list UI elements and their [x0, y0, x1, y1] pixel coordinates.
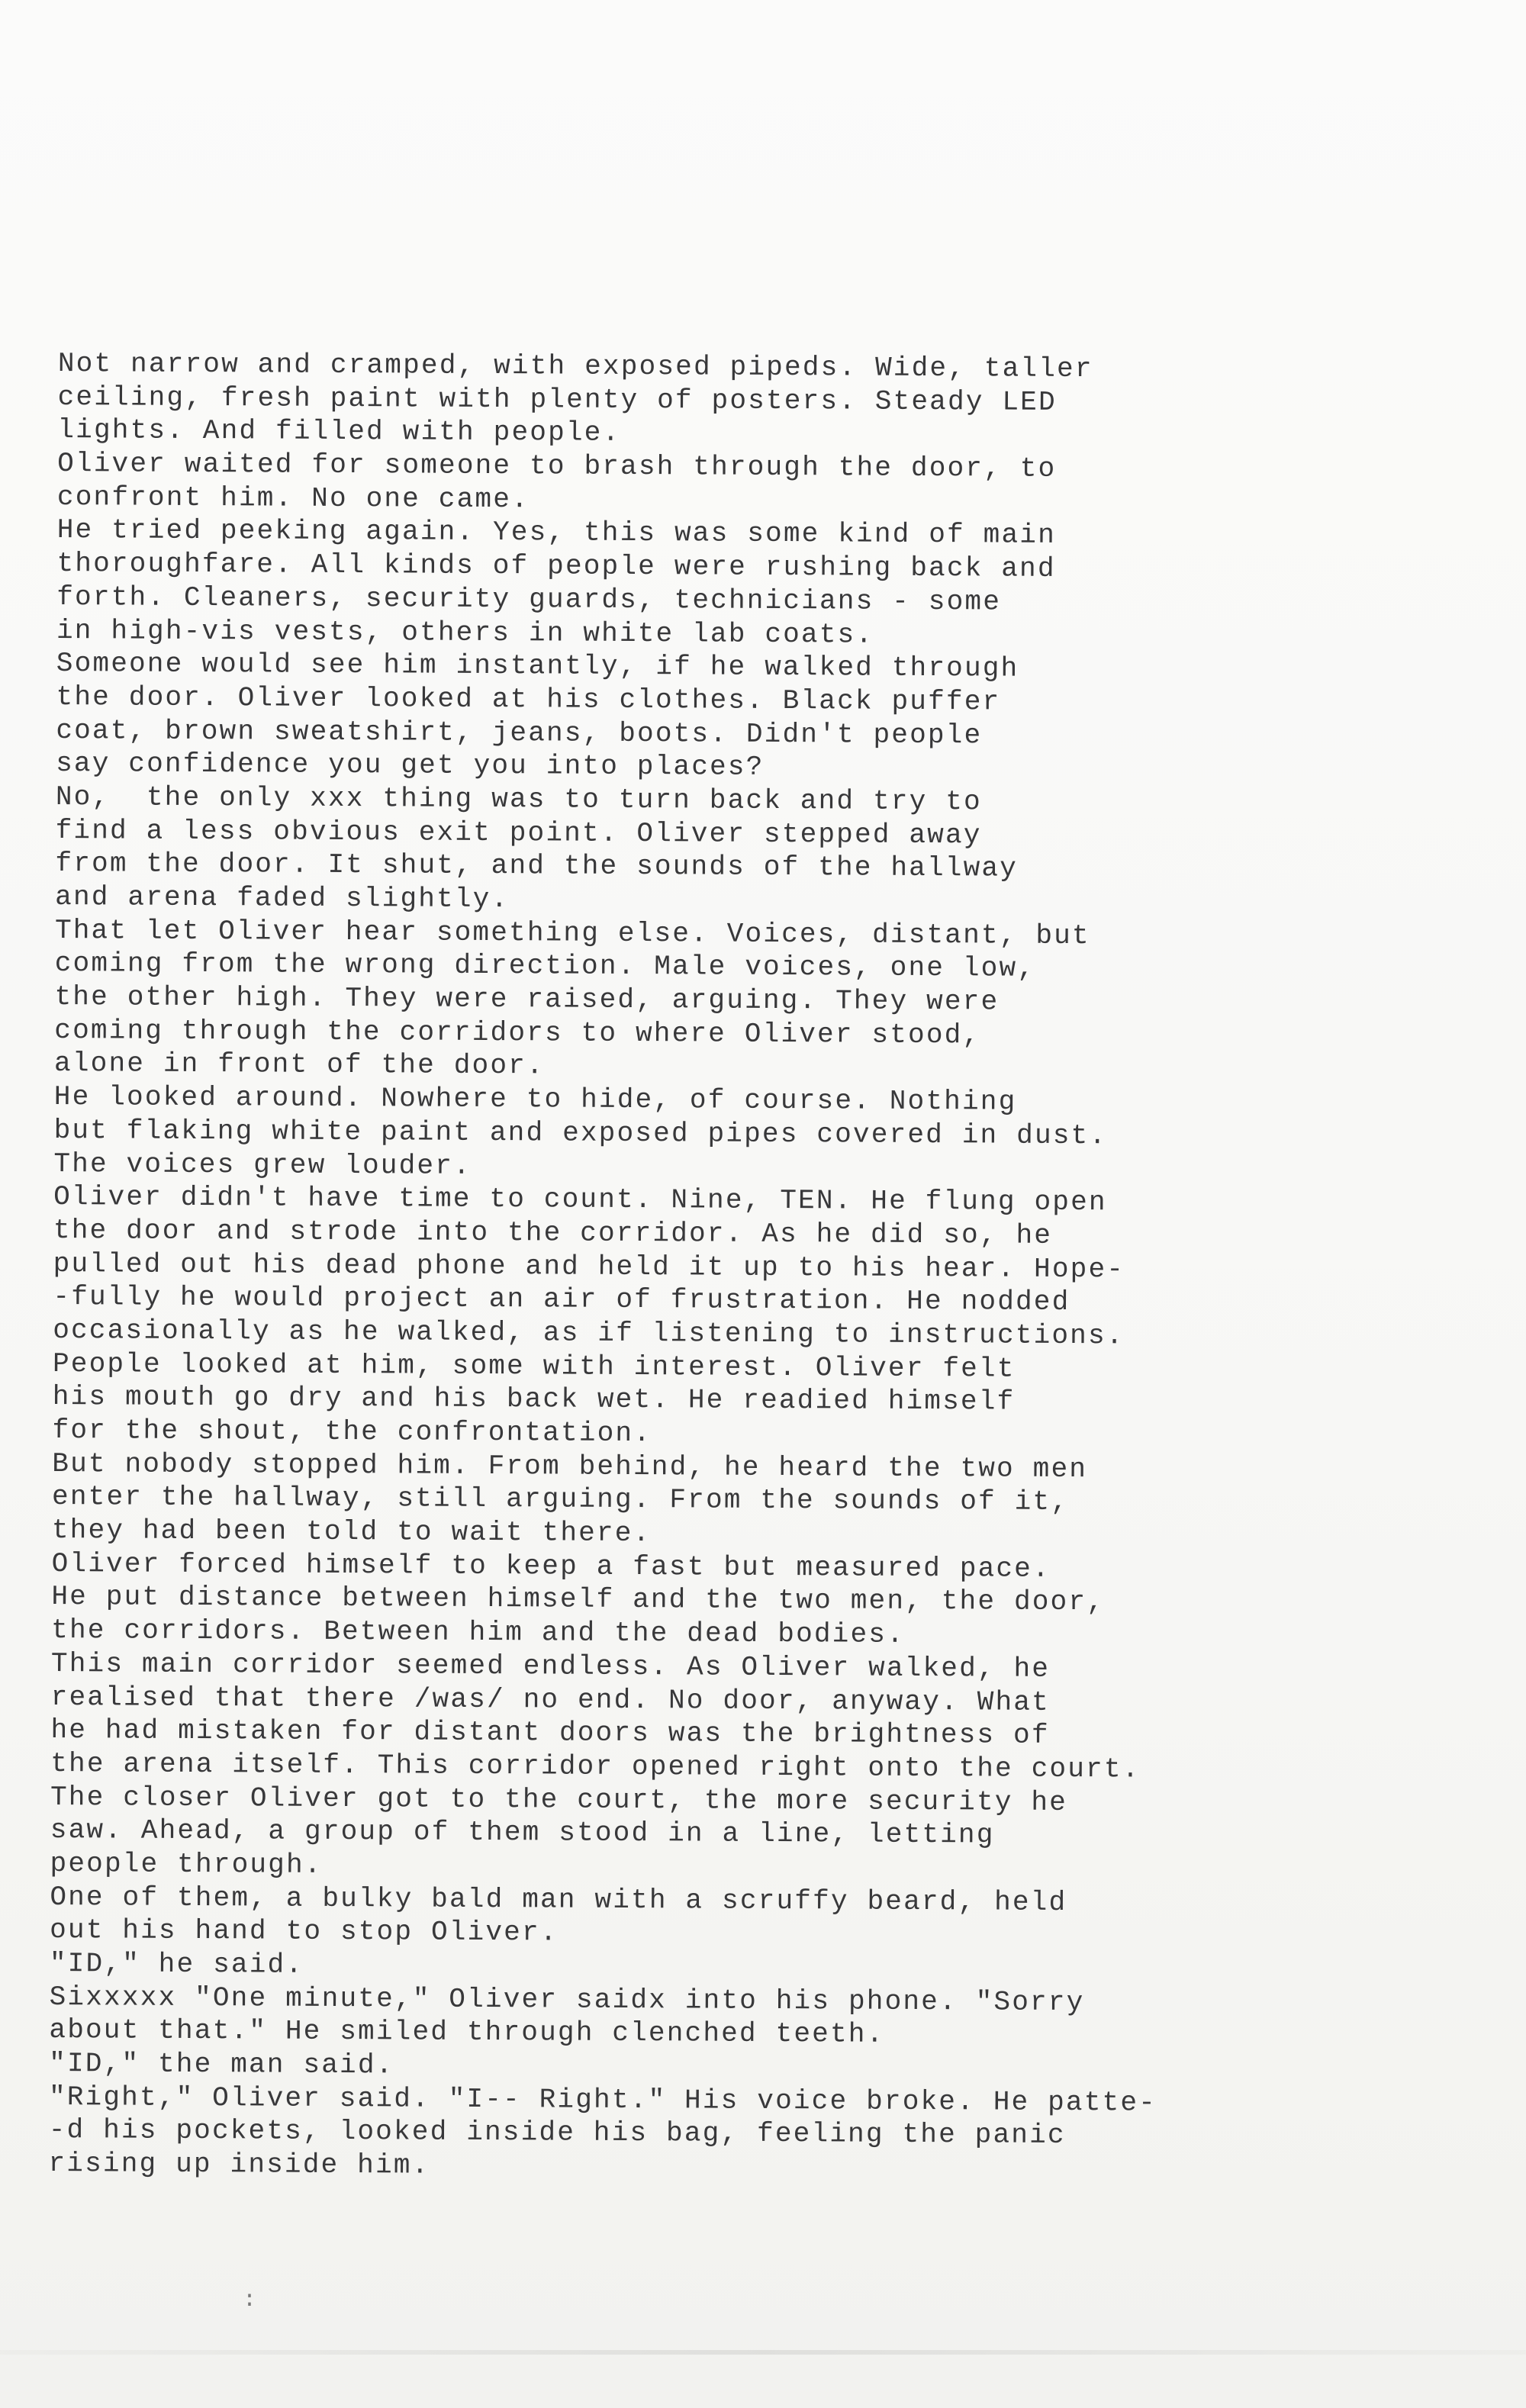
text-line: "ID," the man said.	[49, 2048, 394, 2081]
text-line: pulled out his dead phone and held it up to his hear. Hope-	[53, 1247, 1125, 1285]
text-line: Someone would see him instantly, if he walked through	[56, 648, 1019, 684]
text-line: from the door. It shut, and the sounds of the hallway	[55, 848, 1019, 884]
text-line: find a less obvious exit point. Oliver stepped away	[55, 814, 982, 851]
text-line: realised that there /was/ no end. No door, anyway. What	[50, 1681, 1051, 1718]
text-line: That let Oliver hear something else. Voices, distant, but	[54, 914, 1090, 951]
text-line: his mouth go dry and his back wet. He readied himself	[52, 1381, 1016, 1418]
text-line: Oliver forced himself to keep a fast but measured pace.	[51, 1547, 1051, 1585]
text-line: -fully he would project an air of frustration. He nodded	[53, 1281, 1070, 1318]
text-line: -d his pockets, looked inside his bag, feeling the panic	[48, 2114, 1066, 2152]
text-line: about that." He smiled through clenched teeth.	[49, 2014, 885, 2051]
text-line: but flaking white paint and exposed pipes covered in dust.	[53, 1114, 1108, 1152]
text-line: rising up inside him.	[48, 2148, 430, 2181]
text-line: forth. Cleaners, security guards, technicians - some	[56, 581, 1002, 618]
text-line: alone in front of the door.	[53, 1048, 545, 1082]
text-line: The voices grew louder.	[53, 1148, 472, 1182]
text-line: occasionally as he walked, as if listening to instructions.	[53, 1314, 1125, 1352]
text-line: The closer Oliver got to the court, the more security he	[50, 1781, 1068, 1818]
text-line: Sixxxxx "One minute," Oliver saidx into his phone. "Sorry	[49, 1981, 1085, 2018]
text-line: lights. And filled with people.	[57, 414, 621, 449]
text-line: He looked around. Nowhere to hide, of course. Nothing	[53, 1081, 1017, 1118]
stray-mark: :	[243, 2287, 257, 2313]
text-line: thoroughfare. All kinds of people were rushing back and	[56, 548, 1056, 584]
typescript-body	[48, 347, 1248, 2187]
text-line: "Right," Oliver said. "I-- Right." His voice broke. He patte-	[48, 2081, 1157, 2119]
text-line: But nobody stopped him. From behind, he heard the two men	[52, 1447, 1088, 1485]
text-line: One of them, a bulky bald man with a scruffy beard, held	[50, 1881, 1067, 1918]
text-line: the door and strode into the corridor. As he did so, he	[53, 1214, 1053, 1251]
text-line: coat, brown sweatshirt, jeans, boots. Didn't people	[56, 714, 983, 751]
text-line: This main corridor seemed endless. As Oliver walked, he	[50, 1647, 1051, 1685]
text-line: He tried peeking again. Yes, this was some kind of main	[56, 514, 1057, 552]
text-line: out his hand to stop Oliver.	[50, 1914, 559, 1949]
text-line: coming from the wrong direction. Male voices, one low,	[54, 948, 1036, 985]
text-line: People looked at him, some with interest. Oliver felt	[52, 1347, 1016, 1385]
text-line: Oliver didn't have time to count. Nine, TEN. He flung open	[53, 1181, 1107, 1218]
text-line: ceiling, fresh paint with plenty of posters. Steady LED	[57, 381, 1057, 418]
text-line: the corridors. Between him and the dead bodies.	[51, 1614, 906, 1650]
text-line: No, the only xxx thing was to turn back and try to	[55, 781, 982, 818]
text-line: Not narrow and cramped, with exposed pipeds. Wide, taller	[57, 348, 1093, 385]
text-line: coming through the corridors to where Oliver stood,	[54, 1014, 981, 1051]
text-line: confront him. No one came.	[56, 481, 530, 515]
text-line: "ID," he said.	[49, 1947, 304, 1981]
text-line: Oliver waited for someone to brash through the door, to	[57, 448, 1057, 484]
text-line: enter the hallway, still arguing. From the sounds of it,	[52, 1481, 1070, 1518]
text-line: they had been told to wait there.	[51, 1515, 652, 1550]
page-bottom-edge	[0, 2350, 1526, 2355]
text-line: say confidence you get you into places?	[56, 748, 765, 784]
text-line: the arena itself. This corridor opened right onto the court.	[50, 1747, 1141, 1785]
text-line: people through.	[50, 1847, 323, 1881]
text-line: in high-vis vests, others in white lab coats.	[56, 614, 874, 651]
text-line: the door. Oliver looked at his clothes. Black puffer	[56, 681, 1001, 718]
text-line: He put distance between himself and the two men, the door,	[51, 1581, 1106, 1618]
text-line: saw. Ahead, a group of them stood in a line, letting	[50, 1814, 995, 1851]
text-line: he had mistaken for distant doors was the brightness of	[50, 1714, 1050, 1752]
text-line: and arena faded slightly.	[55, 880, 510, 916]
text-line: the other high. They were raised, arguing. They were	[54, 981, 1000, 1018]
text-line: for the shout, the confrontation.	[52, 1414, 652, 1450]
